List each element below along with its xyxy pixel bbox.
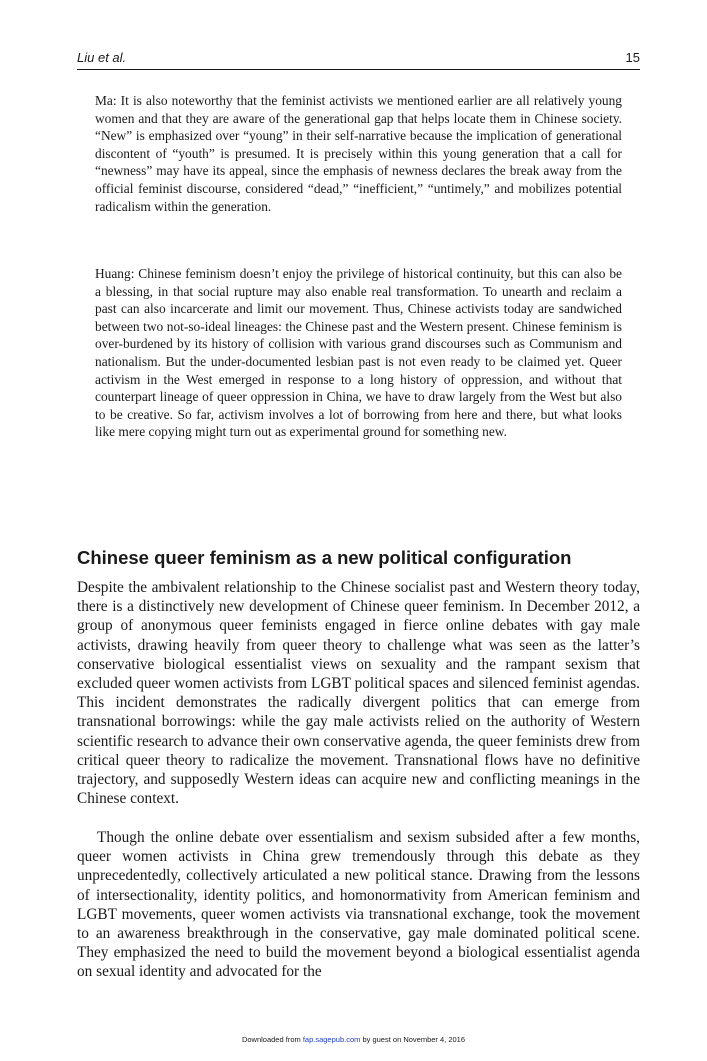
running-header-authors: Liu et al. bbox=[77, 50, 127, 65]
running-header bbox=[77, 50, 640, 70]
interview-quote-huang: Huang: Chinese feminism doesn’t enjoy the privilege of historical continuity, but this can also be a blessing, in that social rupture may also enable real transformation. To unearth and reclaim a past can also incarcerate and limit our movement. Thus, Chinese activists today are sandwiched between two not-so-ideal lineages: the Chinese past and the Western present. Chinese feminism is over-burdened by its history of collision with various grand discourses such as Communism and nationalism. But the under-documented lesbian past is not even ready to be claimed yet. Queer activism in the West emerged in response to a long history of oppression, and without that counterpart lineage of queer oppression in China, we have to draw largely from the West but also to be creative. So far, activism involves a lot of borrowing from here and there, but what looks like mere copying might turn out as experimental ground for something new. bbox=[95, 266, 622, 440]
body-paragraph: Despite the ambivalent relationship to the Chinese socialist past and Western theory today, there is a distinctively new development of Chinese queer feminism. In December 2012, a group of anonymous queer feminists engaged in fierce online debates with gay male activists, drawing heavily from queer theory to challenge what was seen as the latter’s conservative biological essentialist views on sexuality and the rampant sexism that excluded queer women activists from LGBT political spaces and silenced feminist agendas. This incident demonstrates the radically divergent politics that can emerge from transnational borrowings: while the gay male activists relied on the authority of Western scientific research to advance their own conservative agenda, the queer feminists drew from critical queer theory to radicalize the movement. Transnational flows have no definitive trajectory, and supposedly Western ideas can acquire new and conflicting meanings in the Chinese context. bbox=[77, 579, 640, 808]
footer-suffix: by guest on November 4, 2016 bbox=[360, 1035, 466, 1044]
footer-link[interactable]: fap.sagepub.com bbox=[302, 1035, 361, 1044]
body-paragraph: Though the online debate over essentialism and sexism subsided after a few months, queer women activists in China grew tremendously through this debate as they unprecedentedly, collectively articulated a new political stance. Drawing from the lessons of intersectionality, identity politics, and homonormativity from American feminism and LGBT movements, queer women activists via transnational exchange, took the movement to an awareness breakthrough in the conservative, gay male dominated political scene. They emphasized the need to build the movement beyond a biological essentialist agenda on sexual identity and advocated for the bbox=[77, 829, 640, 981]
footer-prefix: Downloaded from bbox=[241, 1035, 303, 1044]
page-number: 15 bbox=[625, 50, 640, 65]
section-heading: Chinese queer feminism as a new political configuration bbox=[77, 547, 572, 568]
header-rule bbox=[77, 69, 640, 70]
download-footer bbox=[0, 1035, 707, 1044]
interview-quote-ma: Ma: It is also noteworthy that the feminist activists we mentioned earlier are all relatively young women and that they are aware of the generational gap that helps locate them in Chinese society. “New” is emphasized over “young” in their self-narrative because the implication of generational discontent of “youth” is presumed. It is precisely within this young generation that a call for “newness” may have its appeal, since the emphasis of newness declares the break away from the official feminist discourse, considered “dead,” “inefficient,” “untimely,” and mobilizes potential radicalism within the generation. bbox=[95, 93, 622, 214]
